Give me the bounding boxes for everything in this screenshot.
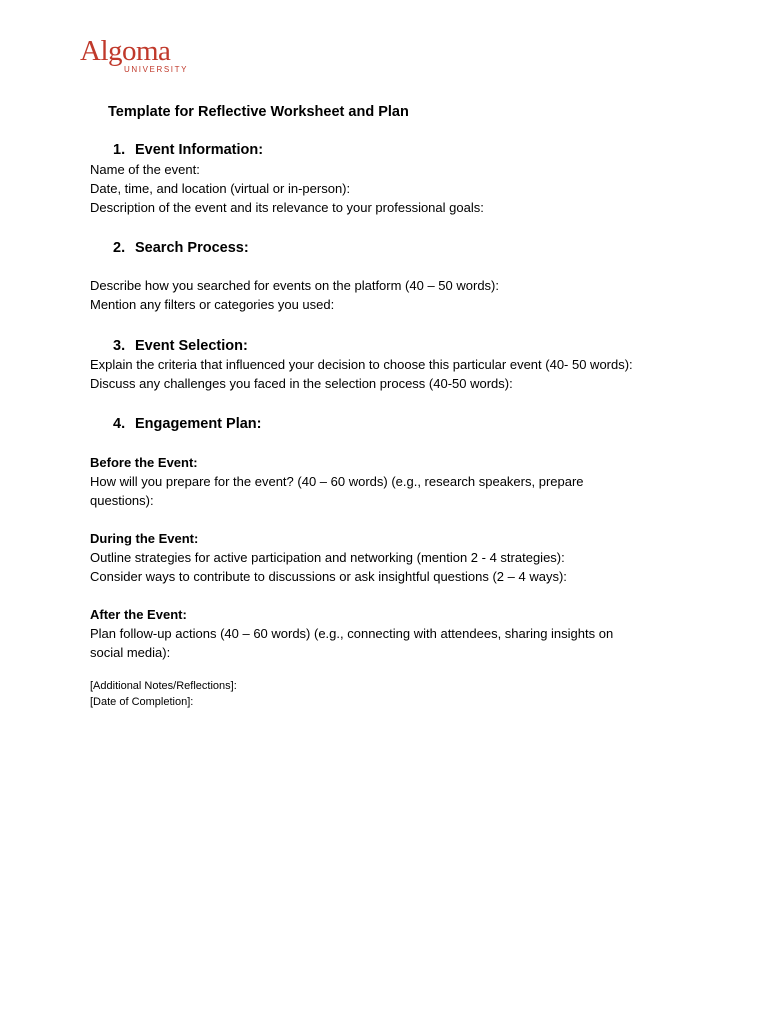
subsection-heading-after: After the Event: [90,607,187,622]
prompt-line: Description of the event and its relevance to your professional goals: [90,200,484,215]
prompt-line: Explain the criteria that influenced your decision to choose this particular event (40- 50 words): [90,357,633,372]
prompt-line: How will you prepare for the event? (40 – 60 words) (e.g., research speakers, prepare [90,474,584,489]
prompt-line: Discuss any challenges you faced in the selection process (40-50 words): [90,376,513,391]
prompt-line: Describe how you searched for events on the platform (40 – 50 words): [90,278,499,293]
document-title: Template for Reflective Worksheet and Plan [108,104,409,120]
section-number: 4. [113,416,126,432]
section-heading-search-process [113,239,249,257]
logo-name: Algoma [80,35,171,67]
logo-subtitle: UNIVERSITY [124,65,189,74]
prompt-line: Name of the event: [90,162,200,177]
prompt-line: Consider ways to contribute to discussions or ask insightful questions (2 – 4 ways): [90,569,567,584]
additional-notes-label: [Additional Notes/Reflections]: [90,680,237,692]
prompt-line: Outline strategies for active participation and networking (mention 2 - 4 strategies): [90,550,565,565]
algoma-university-logo [80,36,190,76]
subsection-heading-before: Before the Event: [90,455,198,470]
prompt-line: Plan follow-up actions (40 – 60 words) (e.g., connecting with attendees, sharing insights on [90,626,614,641]
prompt-line: social media): [90,645,171,660]
date-of-completion-label: [Date of Completion]: [90,696,194,708]
section-heading-engagement-plan [113,415,262,433]
section-heading-event-selection [113,337,248,355]
subsection-heading-during: During the Event: [90,531,199,546]
section-heading-text: Event Information: [135,142,264,158]
prompt-line: Mention any filters or categories you used: [90,297,335,312]
section-heading-event-information [113,141,263,159]
section-number: 2. [113,240,126,256]
section-heading-text: Search Process: [135,240,249,256]
prompt-line: Date, time, and location (virtual or in-person): [90,181,351,196]
prompt-line: questions): [90,493,154,508]
section-heading-text: Engagement Plan: [135,416,262,432]
section-heading-text: Event Selection: [135,338,248,354]
section-number: 1. [113,142,126,158]
section-number: 3. [113,338,126,354]
